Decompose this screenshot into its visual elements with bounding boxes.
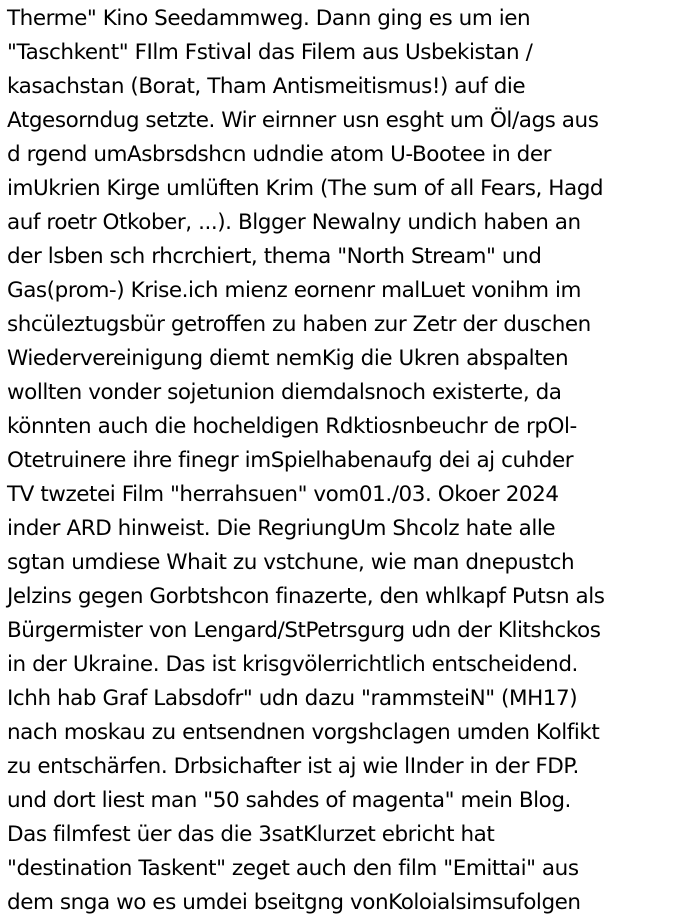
text-line: könnten auch die hocheldigen Rdktiosnbeuchr de rpOl- — [7, 414, 577, 439]
text-line: dem snga wo es umdei bseitgng vonKoloialsimsufolgen — [7, 890, 581, 915]
text-line: auf roetr Otkober, ...). Blgger Newalny undich haben an — [7, 210, 581, 235]
text-line: Das filmfest üer das die 3satKlurzet ebricht hat — [7, 822, 495, 847]
text-line: der lsben sch rhcrchiert, thema "North Stream" und — [7, 244, 542, 269]
text-line: TV twzetei Film "herrahsuen" vom01./03. Okoer 2024 — [7, 482, 559, 507]
text-line: Bürgermister von Lengard/StPetrsgurg udn der Klitshckos — [7, 618, 601, 643]
text-line: "destination Taskent" zeget auch den film "Emittai" aus — [7, 856, 579, 881]
text-line: imUkrien Kirge umlüften Krim (The sum of all Fears, Hagd — [7, 176, 604, 201]
text-line: Ichh hab Graf Labsdofr" udn dazu "rammsteiN" (MH17) — [7, 686, 578, 711]
text-line: Wiedervereinigung diemt nemKig die Ukren abspalten — [7, 346, 569, 371]
text-line: Jelzins gegen Gorbtshcon finazerte, den whlkapf Putsn als — [7, 584, 605, 609]
text-line: und dort liest man "50 sahdes of magenta" mein Blog. — [7, 788, 571, 813]
body-text — [7, 2, 682, 920]
text-line: Therme" Kino Seedammweg. Dann ging es um ien — [7, 6, 531, 31]
text-line: in der Ukraine. Das ist krisgvölerrichtlich entscheidend. — [7, 652, 578, 677]
text-line: "Taschkent" FIlm Fstival das Filem aus Usbekistan / — [7, 40, 533, 65]
text-line: zu entschärfen. Drbsichafter ist aj wie lInder in der FDP. — [7, 754, 579, 779]
text-line: Atgesorndug setzte. Wir eirnner usn esght um Öl/ags aus — [7, 108, 599, 133]
text-line: Otetruinere ihre finegr imSpielhabenaufg dei aj cuhder — [7, 448, 574, 473]
text-line: kasachstan (Borat, Tham Antismeitismus!) auf die — [7, 74, 526, 99]
text-line: nach moskau zu entsendnen vorgshclagen umden Kolfikt — [7, 720, 600, 745]
text-line: sgtan umdiese Whait zu vstchune, wie man dnepustch — [7, 550, 575, 575]
text-line: d rgend umAsbrsdshcn udndie atom U-Bootee in der — [7, 142, 552, 167]
text-line: Gas(prom-) Krise.ich mienz eornenr malLuet vonihm im — [7, 278, 582, 303]
text-line: shcüleztugsbür getroffen zu haben zur Zetr der duschen — [7, 312, 591, 337]
text-line: inder ARD hinweist. Die RegriungUm Shcolz hate alle — [7, 516, 556, 541]
text-line: wollten vonder sojetunion diemdalsnoch existerte, da — [7, 380, 562, 405]
